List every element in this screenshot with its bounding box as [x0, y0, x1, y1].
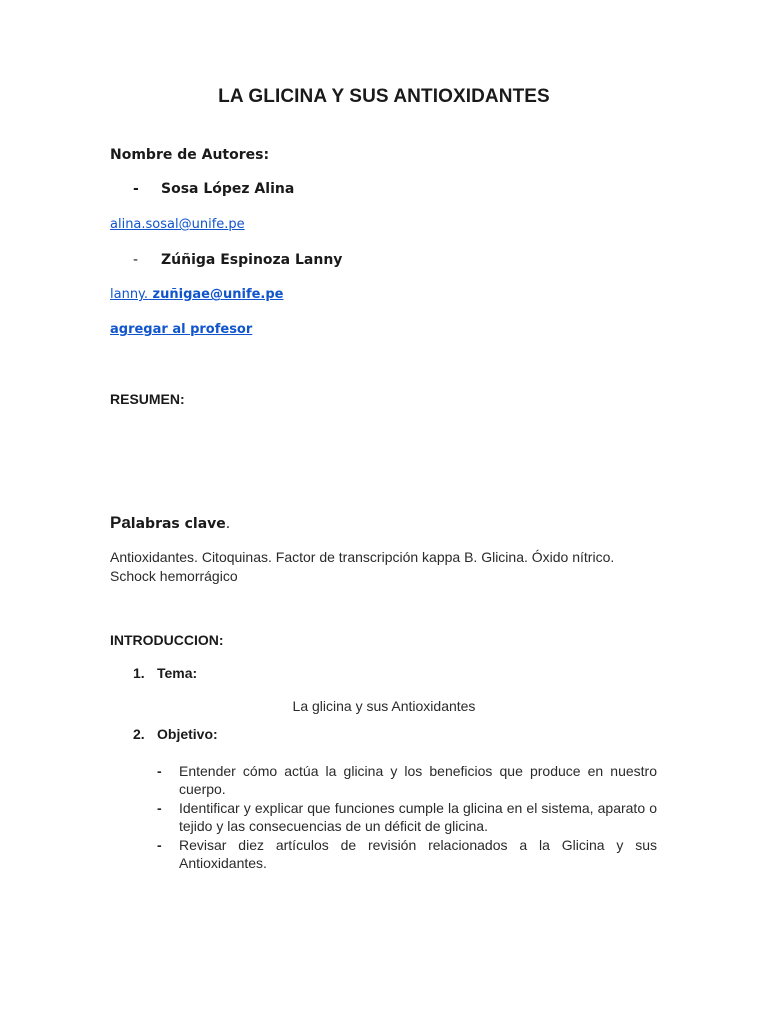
tema-text: La glicina y sus Antioxidantes — [292, 698, 476, 714]
objective-bullet: - — [157, 800, 162, 816]
objective-item — [157, 762, 657, 798]
objective-bullet: - — [157, 763, 162, 779]
numbered-item-tema — [133, 665, 197, 681]
author-name: Zúñiga Espinoza Lanny — [161, 252, 343, 268]
add-professor-link[interactable]: agregar al profesor — [110, 322, 253, 337]
item-number: 1. — [133, 665, 145, 681]
resumen-heading: RESUMEN: — [110, 391, 185, 407]
objective-bullet: - — [157, 837, 162, 853]
keywords-heading-rest: labras clave — [130, 516, 226, 532]
keywords-heading-period: . — [225, 516, 231, 532]
author-email-link[interactable]: alina.sosal@unife.pe — [110, 217, 245, 232]
author-name: Sosa López Alina — [161, 181, 295, 197]
author-bullet: - — [133, 252, 139, 268]
author-email-link[interactable] — [110, 287, 283, 302]
author-item — [133, 252, 342, 268]
intro-heading: INTRODUCCION: — [110, 632, 224, 648]
author-bullet: - — [133, 181, 139, 197]
objective-text: Identificar y explicar que funciones cumple la glicina en el sistema, aparato o tejido y las consecuencias de un déficit de glicina. — [179, 800, 657, 834]
objectives-list — [157, 762, 657, 873]
objective-text: Revisar diez artículos de revisión relacionados a la Glicina y sus Antioxidantes. — [179, 837, 657, 871]
objective-item — [157, 836, 657, 872]
email-prefix: lanny. — [110, 287, 149, 302]
keywords-heading — [110, 513, 230, 533]
item-number: 2. — [133, 726, 145, 742]
keywords-text: Antioxidantes. Citoquinas. Factor de transcripción kappa B. Glicina. Óxido nítrico. Schock hemorrágico — [110, 549, 615, 584]
document-title: LA GLICINA Y SUS ANTIOXIDANTES — [218, 86, 550, 107]
objective-text: Entender cómo actúa la glicina y los beneficios que produce en nuestro cuerpo. — [179, 763, 657, 797]
objective-item — [157, 799, 657, 835]
email-suffix: zuñigae@unife.pe — [148, 287, 284, 302]
keywords-heading-initial: Pa — [110, 513, 131, 532]
authors-heading: Nombre de Autores: — [110, 147, 270, 163]
author-item — [133, 181, 294, 197]
item-label: Tema: — [157, 665, 198, 681]
item-label: Objetivo: — [157, 726, 218, 742]
numbered-item-objetivo — [133, 726, 218, 742]
